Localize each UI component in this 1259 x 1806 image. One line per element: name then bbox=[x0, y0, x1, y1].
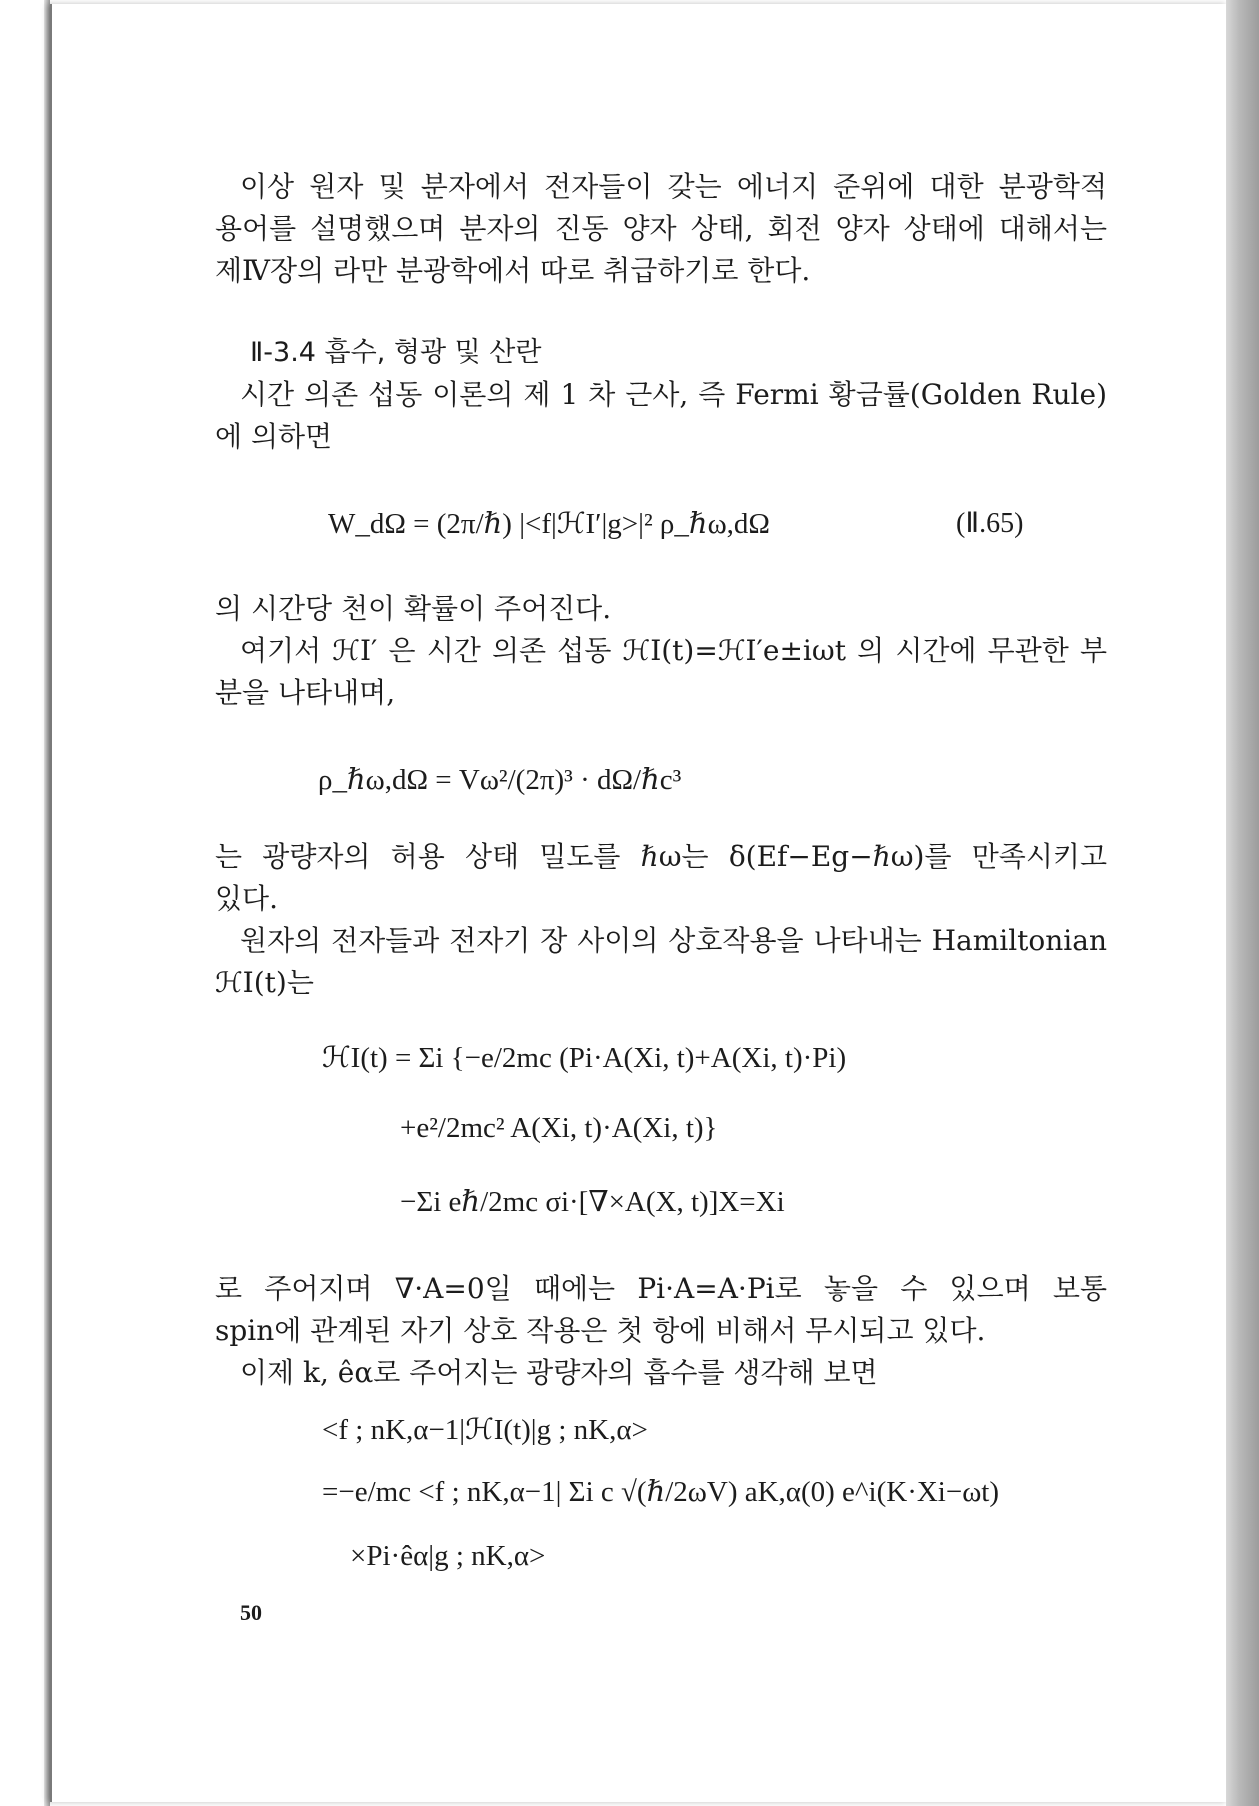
paragraph-6-line-1: 원자의 전자들과 전자기 장 사이의 상호작용을 나타내는 Hamiltonian bbox=[240, 924, 1107, 957]
equation-fermi-golden-rule: W_dΩ = (2π/ℏ) |<f|ℋI′|g>|² ρ_ℏω,dΩ bbox=[328, 508, 770, 540]
paragraph-6-line-2: ℋI(t)는 bbox=[215, 966, 314, 999]
equation-hamiltonian-line-2: +e²/2mc² A(Xi, t)·A(Xi, t)} bbox=[400, 1112, 718, 1144]
paragraph-2-line-2: 에 의하면 bbox=[215, 420, 333, 453]
equation-matrix-element-line-2: =−e/mc <f ; nK,α−1| Σi c √(ℏ/2ωV) aK,α(0) e^i(K·Xi−ωt) bbox=[322, 1476, 1000, 1508]
page-number: 50 bbox=[240, 1600, 262, 1625]
paragraph-7-line-2: spin에 관계된 자기 상호 작용은 첫 항에 비해서 무시되고 있다. bbox=[215, 1314, 986, 1347]
equation-number: (Ⅱ.65) bbox=[956, 508, 1024, 539]
paragraph-7-line-1: 로 주어지며 ∇·A=0일 때에는 Pi·A=A·Pi로 놓을 수 있으며 보통 bbox=[215, 1272, 1107, 1305]
paragraph-8-line-1: 이제 k, êα로 주어지는 광량자의 흡수를 생각해 보면 bbox=[240, 1356, 878, 1389]
paragraph-5-line-2: 있다. bbox=[215, 882, 278, 915]
paragraph-4-line-2: 분을 나타내며, bbox=[215, 676, 396, 709]
section-heading: Ⅱ-3.4 흡수, 형광 및 산란 bbox=[250, 337, 542, 368]
equation-hamiltonian-line-3: −Σi eℏ/2mc σi·[∇×A(X, t)]X=Xi bbox=[400, 1186, 785, 1218]
paragraph-2-line-1: 시간 의존 섭동 이론의 제 1 차 근사, 즉 Fermi 황금률(Golden Rule) bbox=[240, 378, 1107, 411]
equation-matrix-element-line-3: ×Pi·êα|g ; nK,α> bbox=[350, 1540, 546, 1572]
paragraph-1-line-1: 이상 원자 및 분자에서 전자들이 갖는 에너지 준위에 대한 분광학적 bbox=[240, 170, 1107, 203]
paragraph-1-line-3: 제Ⅳ장의 라만 분광학에서 따로 취급하기로 한다. bbox=[215, 254, 811, 287]
paragraph-1-line-2: 용어를 설명했으며 분자의 진동 양자 상태, 회전 양자 상태에 대해서는 bbox=[215, 212, 1107, 245]
paragraph-5-line-1: 는 광량자의 허용 상태 밀도를 ℏω는 δ(Ef−Eg−ℏω)를 만족시키고 bbox=[215, 840, 1107, 873]
page-edge-shadow bbox=[1226, 0, 1259, 1806]
equation-hamiltonian-line-1: ℋI(t) = Σi {−e/2mc (Pi·A(Xi, t)+A(Xi, t)·Pi) bbox=[322, 1042, 847, 1074]
paragraph-4-line-1: 여기서 ℋI′ 은 시간 의존 섭동 ℋI(t)=ℋI′e±iωt 의 시간에 무관한 부 bbox=[240, 634, 1107, 667]
paragraph-3-line-1: 의 시간당 천이 확률이 주어진다. bbox=[215, 592, 612, 625]
equation-matrix-element-line-1: <f ; nK,α−1|ℋI(t)|g ; nK,α> bbox=[322, 1414, 648, 1446]
equation-density-of-states: ρ_ℏω,dΩ = Vω²/(2π)³ · dΩ/ℏc³ bbox=[318, 764, 682, 796]
